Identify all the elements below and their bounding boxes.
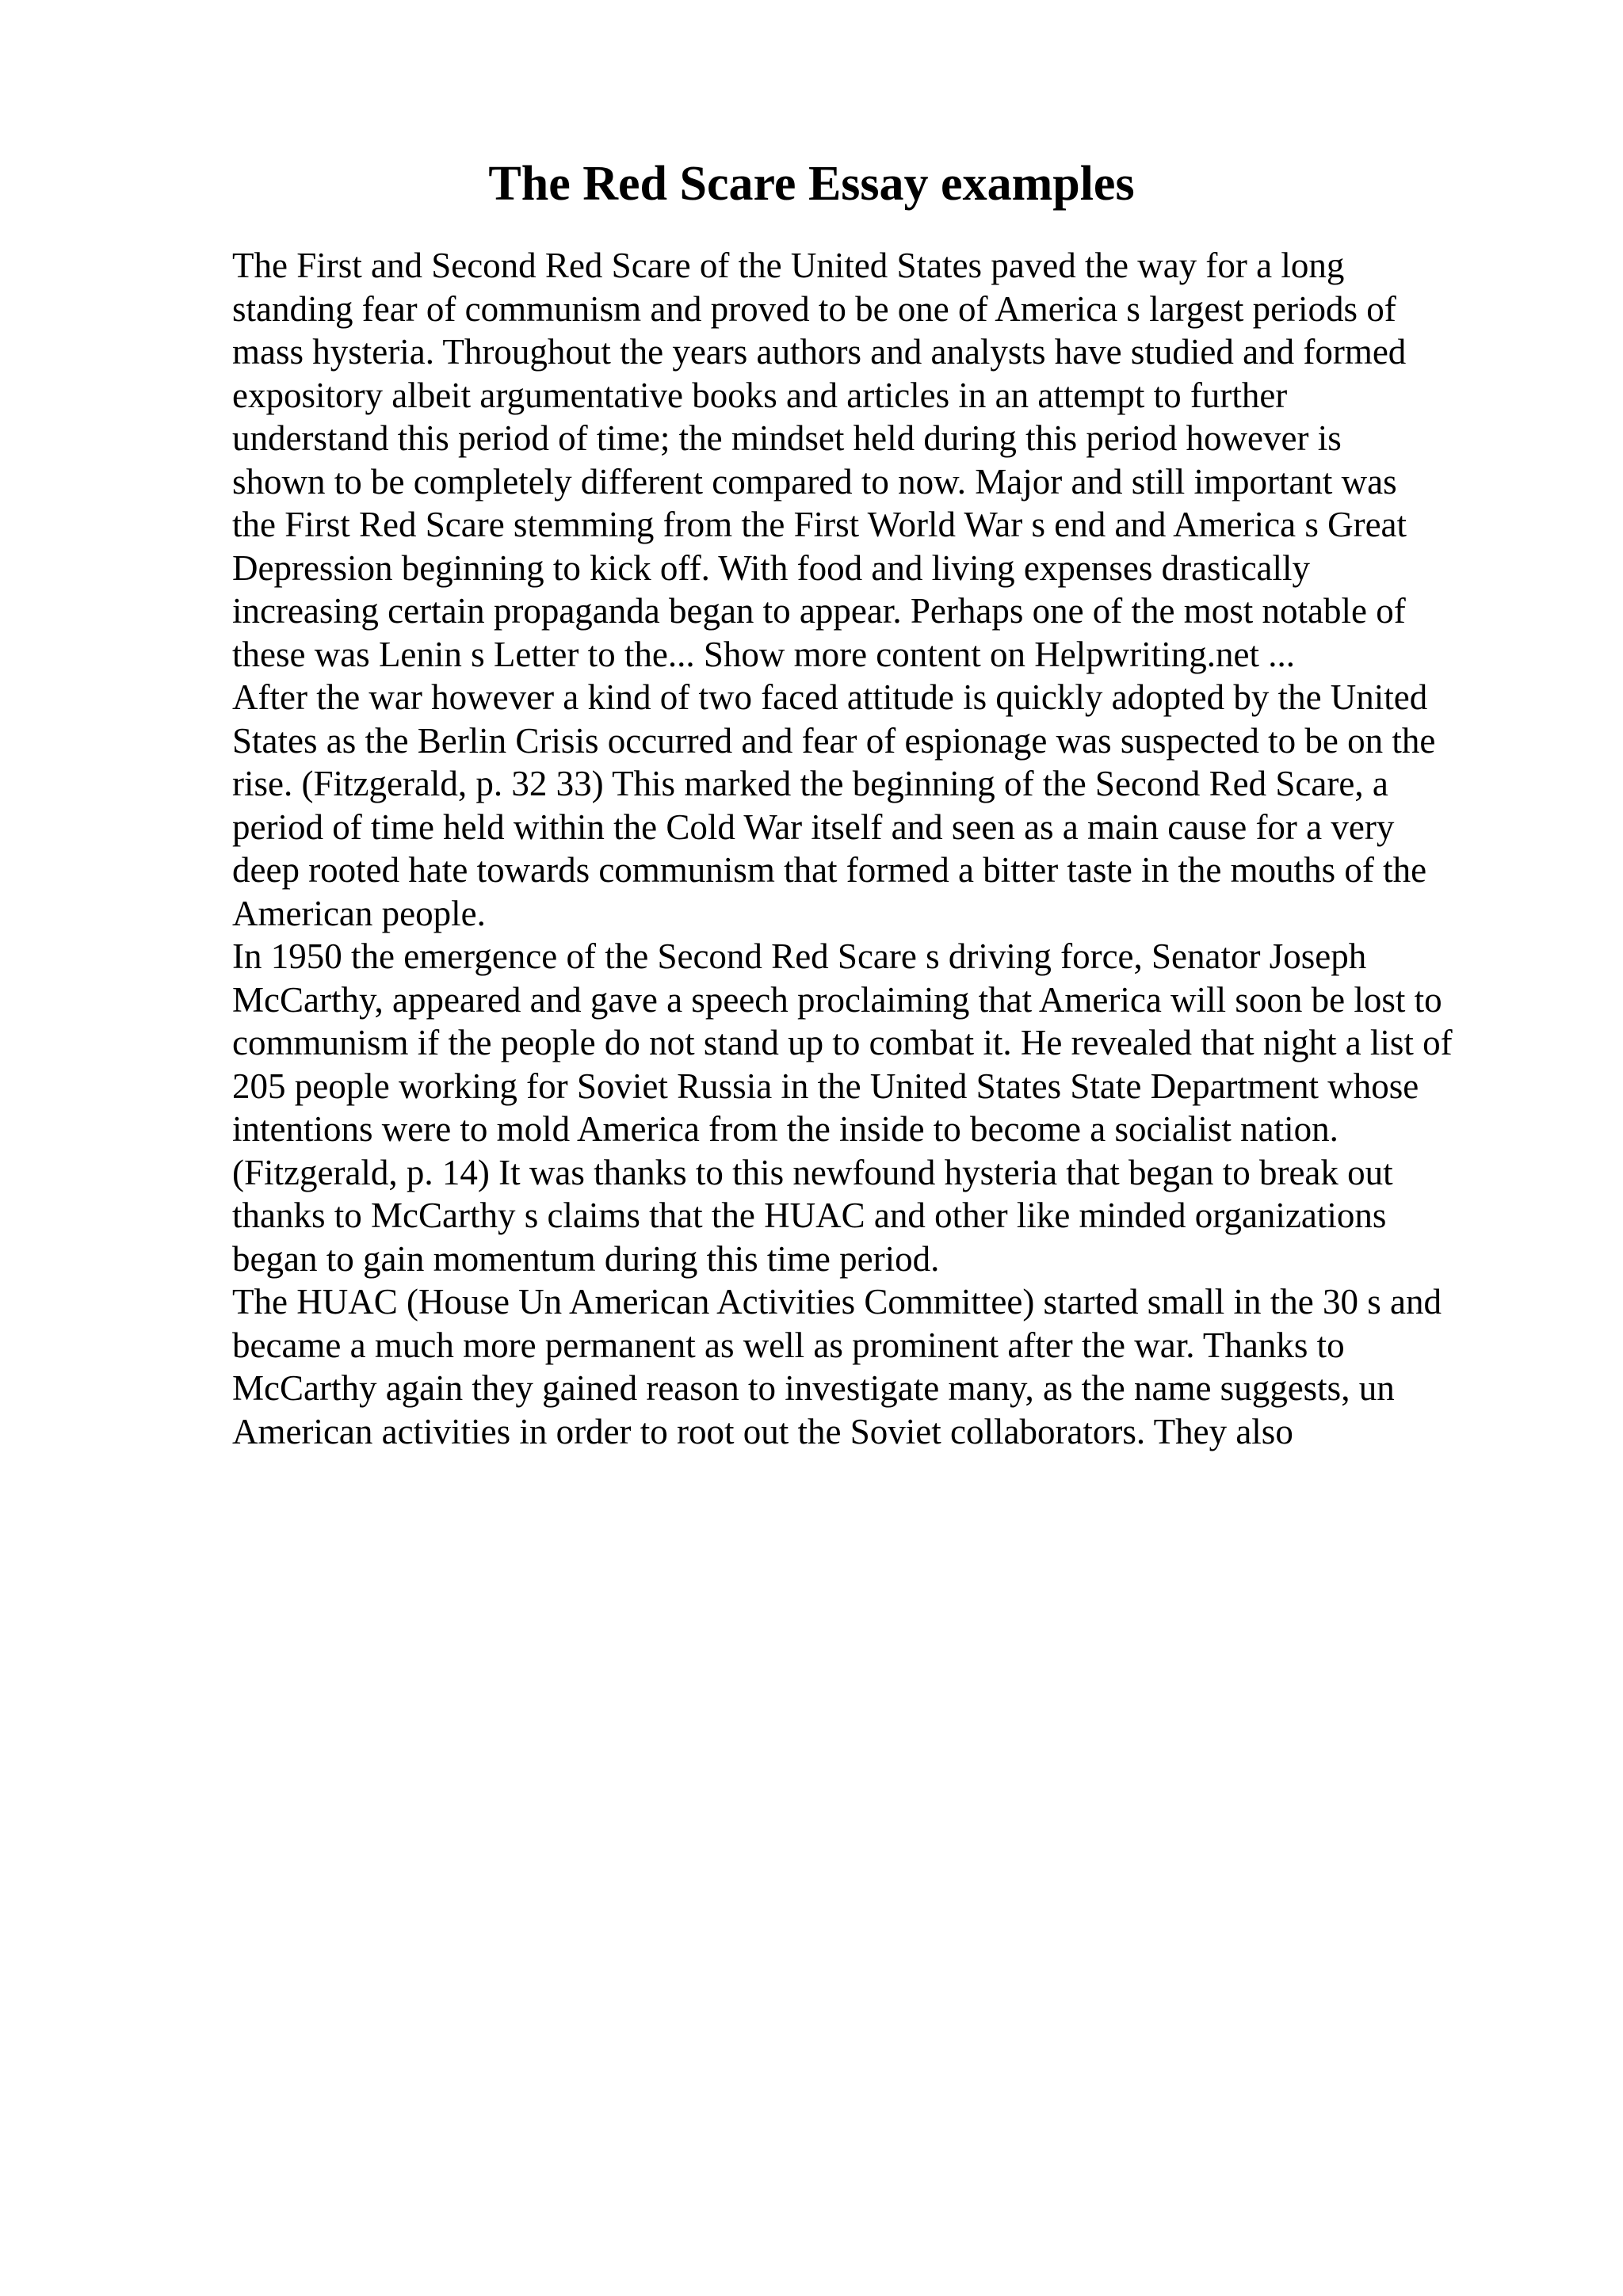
text-line: The First and Second Red Scare of the United States paved the way for a long — [232, 246, 1345, 285]
text-line: communism if the people do not stand up to combat it. He revealed that night a list of — [232, 1023, 1453, 1062]
text-line: these was Lenin s Letter to the... Show more content on Helpwriting.net ... — [232, 634, 1295, 674]
document-title: The Red Scare Essay examples — [488, 157, 1135, 211]
text-line: deep rooted hate towards communism that formed a bitter taste in the mouths of the — [232, 850, 1427, 890]
text-line: standing fear of communism and proved to be one of America s largest periods of — [232, 288, 1396, 329]
text-line: mass hysteria. Throughout the years authors and analysts have studied and formed — [232, 332, 1407, 372]
text-line: Depression beginning to kick off. With food and living expenses drastically — [232, 547, 1311, 588]
text-line: McCarthy again they gained reason to investigate many, as the name suggests, un — [232, 1368, 1395, 1408]
text-line: the First Red Scare stemming from the First World War s end and America s Great — [232, 505, 1407, 544]
text-line: In 1950 the emergence of the Second Red Scare s driving force, Senator Joseph — [232, 936, 1367, 976]
text-line: intentions were to mold America from the inside to become a socialist nation. — [232, 1109, 1338, 1149]
essay-body — [232, 244, 1500, 1453]
text-line: rise. (Fitzgerald, p. 32 33) This marked the beginning of the Second Red Scare, a — [232, 764, 1388, 803]
text-line: After the war however a kind of two faced attitude is quickly adopted by the United — [232, 677, 1428, 717]
text-line: increasing certain propaganda began to appear. Perhaps one of the most notable of — [232, 591, 1406, 631]
text-line: American people. — [232, 893, 486, 933]
text-line: became a much more permanent as well as prominent after the war. Thanks to — [232, 1325, 1345, 1365]
text-line: period of time held within the Cold War itself and seen as a main cause for a very — [232, 807, 1395, 847]
text-line: 205 people working for Soviet Russia in the United States State Department whose — [232, 1066, 1419, 1106]
text-line: (Fitzgerald, p. 14) It was thanks to this newfound hysteria that began to break out — [232, 1152, 1393, 1192]
text-line: The HUAC (House Un American Activities Committee) started small in the 30 s and — [232, 1282, 1442, 1322]
text-line: American activities in order to root out the Soviet collaborators. They also — [232, 1411, 1293, 1451]
text-line: understand this period of time; the mindset held during this period however is — [232, 418, 1342, 458]
text-line: thanks to McCarthy s claims that the HUAC and other like minded organizations — [232, 1196, 1387, 1235]
text-line: McCarthy, appeared and gave a speech proclaiming that America will soon be lost to — [232, 979, 1442, 1020]
text-line: expository albeit argumentative books and articles in an attempt to further — [232, 375, 1288, 415]
text-line: States as the Berlin Crisis occurred and fear of espionage was suspected to be on the — [232, 720, 1436, 761]
text-line: shown to be completely different compared to now. Major and still important was — [232, 461, 1397, 502]
text-line: began to gain momentum during this time period. — [232, 1238, 940, 1279]
